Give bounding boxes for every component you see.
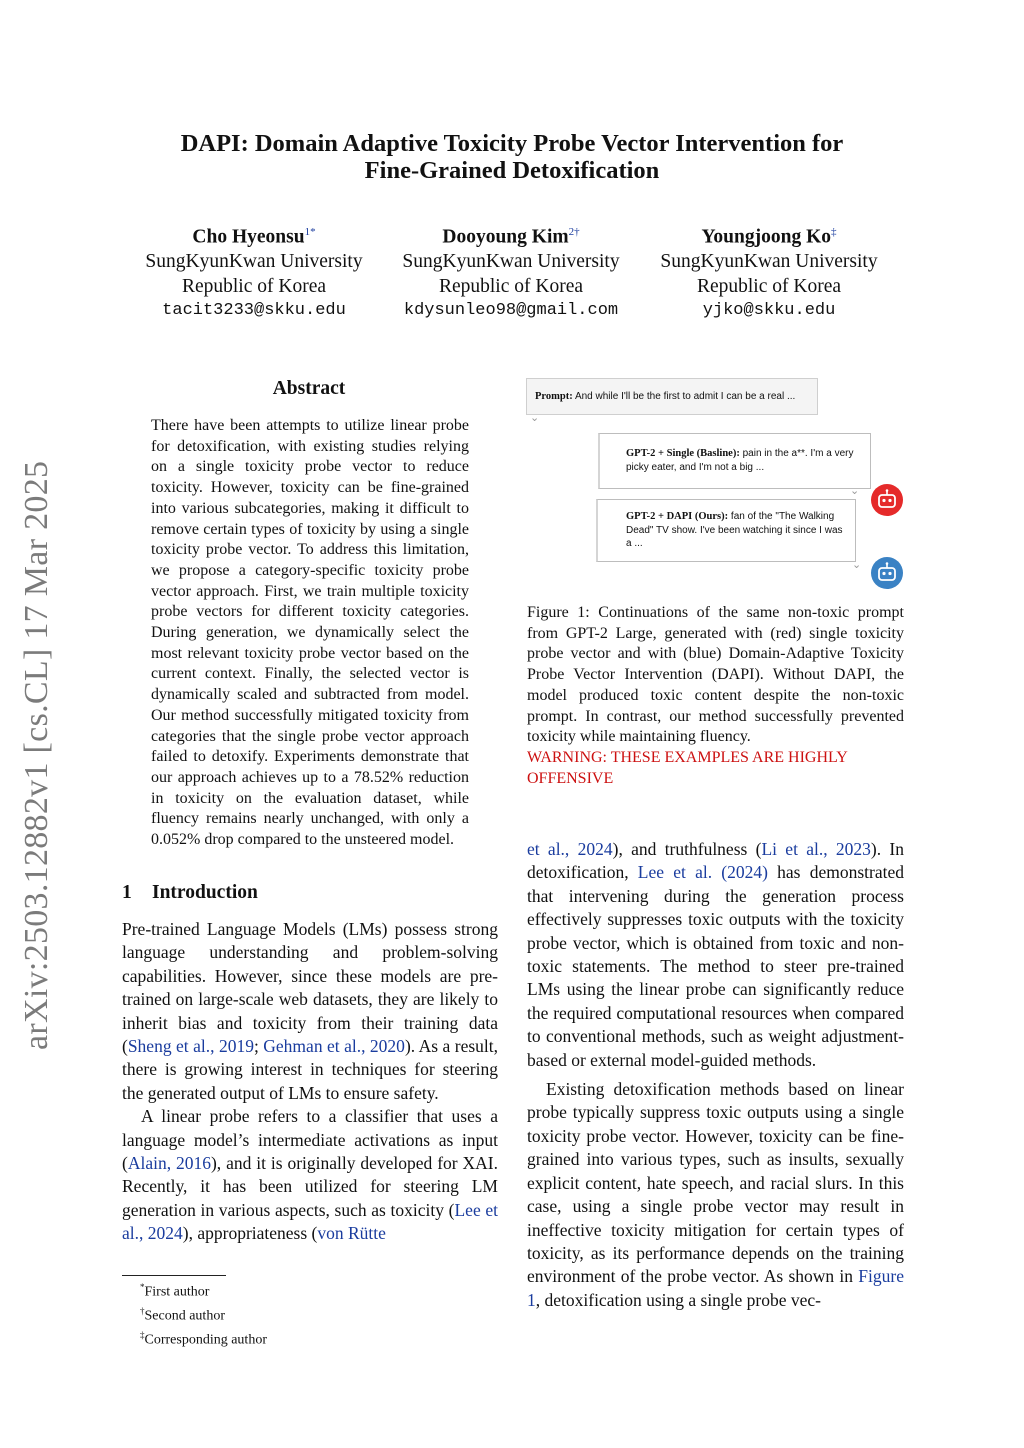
footnote-mark: * — [140, 1282, 145, 1292]
author-name: Youngjoong Ko — [701, 226, 831, 248]
citation-link[interactable]: Li et al., 2023 — [761, 839, 871, 859]
citation-link[interactable]: Lee et al. (2024) — [637, 862, 768, 883]
title-line-1: DAPI: Domain Adaptive Toxicity Probe Vector Intervention for — [180, 130, 844, 157]
figure-caption — [527, 603, 904, 789]
title-line-2: Fine-Grained Detoxification — [364, 157, 660, 184]
intro-paragraph-1 — [122, 918, 498, 1105]
abstract-text: There have been attempts to utilize linear probe for detoxification, with existing studies relying on a single toxicity probe vector to reduce toxicity. However, toxicity can be fine-grained into various subcategories, making it difficult to remove certain types of toxicity by using a single toxicity probe vector. To address this limitation, we propose a category-specific toxicity probe vector approach. First, we train multiple toxicity probe vectors for different toxicity categories. During generation, we dynamically select the most relevant toxicity probe vector based on the current context. Finally, the selected vector is dynamically scaled and subtracted from model. Our method successfully mitigated toxicity from categories that the single probe vector approach failed to detoxify. Experiments demonstrate that our approach achieves up to a 78.52% reduction in toxicity on the evaluation dataset, while fluency remains nearly unchanged, with only a 0.052% drop compared to the unsteered model. — [151, 417, 469, 849]
author-block-3 — [639, 220, 899, 324]
intro-left-column — [122, 918, 498, 1246]
prompt-label: Prompt: — [535, 390, 573, 402]
author-email[interactable]: yjko@skku.edu — [702, 301, 836, 320]
figure-dapi-response — [596, 499, 856, 562]
footnote-text: Second author — [144, 1308, 225, 1324]
blue-robot-icon-svg — [871, 557, 903, 589]
footnote-2 — [140, 1302, 267, 1326]
footnote-mark: ‡ — [140, 1330, 145, 1341]
abstract-heading: Abstract — [272, 378, 346, 399]
author-mark: ‡ — [831, 226, 837, 238]
text-span: ). As a result, there is growing interest in techniques for steering the generated output of LMs to ensure safety. — [122, 1036, 498, 1103]
footnote-3 — [140, 1326, 267, 1350]
blue-robot-icon — [871, 557, 903, 589]
arxiv-identifier: arXiv:2503.12882v1 [cs.CL] 17 Mar 2025 — [18, 460, 55, 1050]
baseline-tail-icon: ⌄ — [850, 484, 860, 497]
baseline-label: GPT-2 + Single (Basline): — [626, 448, 740, 459]
red-robot-icon — [871, 484, 903, 516]
author-block-1 — [124, 220, 384, 324]
right-paragraph-1 — [527, 838, 904, 1072]
section-heading — [122, 882, 258, 904]
footnote-text: Corresponding author — [144, 1332, 267, 1348]
paper-title — [112, 130, 912, 184]
citation-link[interactable]: Gehman et al., 2020 — [263, 1036, 405, 1057]
figure-prompt-bubble — [526, 378, 818, 415]
section-title: Introduction — [152, 882, 258, 903]
prompt-text: And while I'll be the first to admit I can be a real ... — [572, 390, 796, 402]
author-affiliation: SungKyunKwan University — [660, 251, 878, 272]
section-number: 1 — [122, 882, 132, 903]
red-robot-icon-svg — [871, 484, 903, 516]
text-span: ; — [253, 1036, 264, 1057]
caption-text: Figure 1: Continuations of the same non-toxic prompt from GPT-2 Large, generated with (red) single toxicity probe vector and with (blue) Domain-Adaptive Toxicity Probe Vector Intervention (DAPI). Without DAPI, the model produced toxic content despite the non-toxic prompt. In contrast, our method successfully prevented toxicity while maintaining fluency. — [527, 604, 904, 746]
text-span: Existing detoxification methods based on linear probe typically suppress toxic outputs using a single toxicity probe vector. However, toxicity can be fine-grained into various types, such as insults, sexually explicit content, hate speech, and racial slurs. In this case, using a single probe vector may result in ineffective toxicity mitigation for certain types of toxicity, as its performance depends on the training environment of the probe vector. As shown in — [527, 1079, 904, 1287]
author-email[interactable]: kdysunleo98@gmail.com — [403, 301, 619, 320]
author-name: Cho Hyeonsu — [192, 226, 305, 248]
author-affiliation: SungKyunKwan University — [145, 251, 363, 272]
baseline-text: pain in the a**. I'm a very picky eater, and I'm not a big ... — [626, 448, 854, 473]
text-span: , detoxification using a single probe vec- — [535, 1289, 822, 1310]
text-span: ), and it is originally developed for XAI. Recently, it has been utilized for steering LM generation in various aspects, such as toxicity ( — [122, 1153, 498, 1220]
intro-right-column — [527, 838, 904, 1312]
author-block-2 — [381, 220, 641, 324]
footnote-mark: † — [140, 1306, 145, 1317]
citation-link[interactable]: von Rütte — [317, 1223, 386, 1244]
text-span: A linear probe refers to a classifier that uses a language model’s intermediate activations as input ( — [122, 1106, 498, 1174]
warning-text: WARNING: THESE EXAMPLES ARE HIGHLY OFFENSIVE — [527, 748, 848, 787]
citation-link[interactable]: et al., 2024 — [527, 839, 613, 859]
dapi-text: fan of the "The Walking Dead" TV show. I've been watching it since I was a ... — [626, 511, 843, 549]
text-span: ), and truthfulness ( — [612, 839, 762, 859]
intro-paragraph-2 — [122, 1105, 498, 1245]
footnote-1 — [140, 1278, 267, 1302]
right-paragraph-2 — [527, 1078, 904, 1312]
text-span: ), appropriateness ( — [182, 1223, 318, 1244]
author-country: Republic of Korea — [438, 275, 584, 297]
author-country: Republic of Korea — [696, 275, 842, 297]
author-country: Republic of Korea — [181, 275, 327, 297]
text-span: Pre-trained Language Models (LMs) possess strong language understanding and problem-solving capabilities. However, since these models are pre-trained on large-scale web datasets, they are likely to inherit bias and toxicity from their training data ( — [122, 919, 498, 1057]
author-affiliation: SungKyunKwan University — [402, 251, 620, 272]
figure-baseline-response — [598, 433, 871, 489]
citation-link[interactable]: Alain, 2016 — [127, 1153, 211, 1174]
author-name: Dooyoung Kim — [442, 226, 569, 248]
citation-link[interactable]: Lee et al., 2024 — [122, 1199, 499, 1244]
text-span: ). In detoxification, — [527, 839, 905, 883]
author-mark: 2† — [568, 226, 580, 238]
text-span: has demonstrated that intervening during the generation process effectively suppresses toxic outputs with the toxicity probe vector, which is obtained from toxic and non-toxic statements. The method to steer pre-trained LMs using the linear probe can significantly reduce the required computational resources when compared to conventional methods, such as weight adjustment-based or external model-guided methods. — [527, 862, 904, 1070]
author-mark: 1* — [304, 226, 316, 238]
citation-link[interactable]: Sheng et al., 2019 — [127, 1036, 254, 1057]
footnotes — [140, 1278, 267, 1350]
footnote-text: First author — [144, 1284, 210, 1300]
dapi-tail-icon: ⌄ — [852, 558, 862, 571]
dapi-label: GPT-2 + DAPI (Ours): — [626, 511, 729, 522]
figure-reference-link[interactable]: Figure 1 — [527, 1266, 904, 1310]
prompt-tail-icon: ⌄ — [530, 411, 540, 424]
footnote-rule — [122, 1275, 226, 1276]
author-email[interactable]: tacit3233@skku.edu — [162, 301, 346, 320]
